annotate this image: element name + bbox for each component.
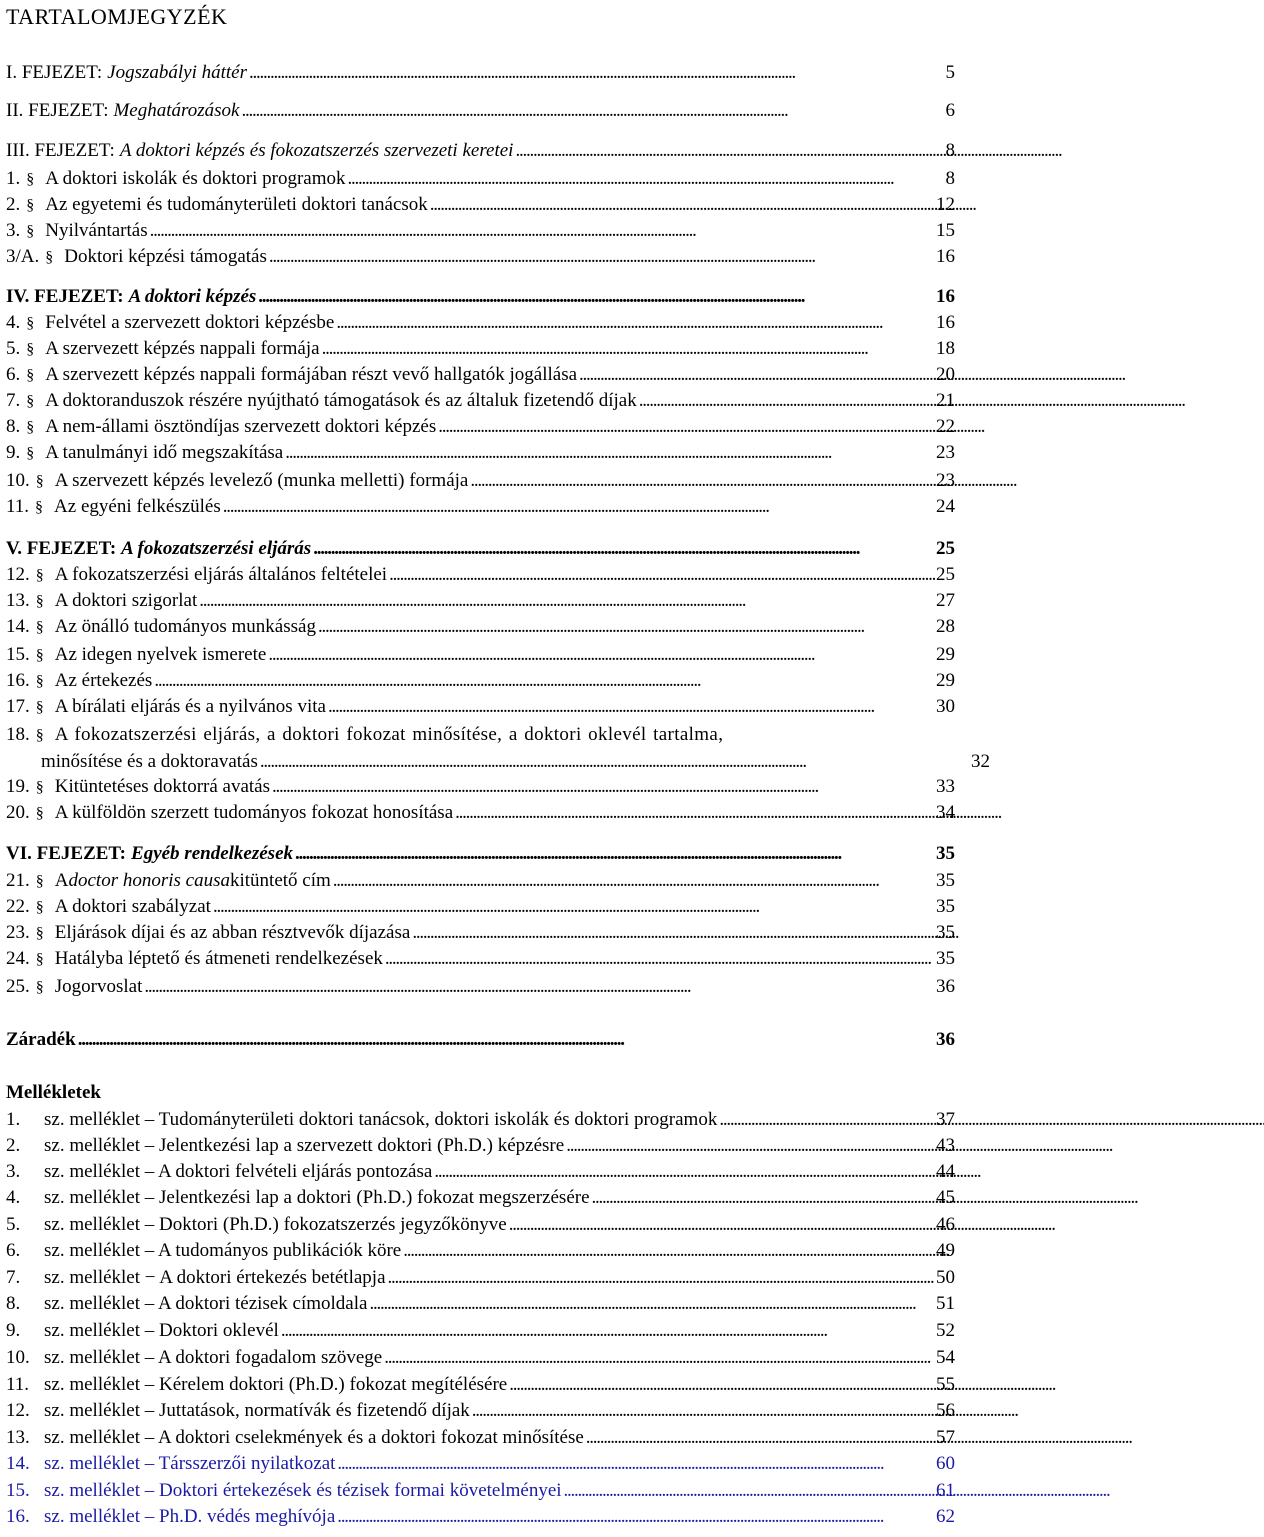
entry-text: Felvétel a szervezett doktori képzésbe <box>45 312 335 333</box>
toc-entry-section[interactable] <box>6 246 955 269</box>
dot-leader <box>318 616 934 638</box>
entry-text: Az idegen nyelvek ismerete <box>54 644 267 665</box>
entry-text: A szervezett képzés nappali formája <box>45 338 320 359</box>
annex-text: sz. melléklet – Jelentkezési lap a szervezett doktori (Ph.D.) képzésre <box>44 1135 565 1156</box>
toc-entry-section[interactable] <box>6 416 955 439</box>
annex-text: sz. melléklet – Kérelem doktori (Ph.D.) fokozat megítélésére <box>44 1374 508 1395</box>
entry-text: Az egyetemi és tudományterületi doktori tanácsok <box>45 194 428 215</box>
annex-text: sz. melléklet – Tudományterületi doktori tanácsok, doktori iskolák és doktori programok <box>44 1109 718 1130</box>
section-sign: § <box>35 805 44 822</box>
dot-leader <box>369 1293 934 1315</box>
entry-number: 1. <box>6 1109 21 1130</box>
annex-text: sz. melléklet – A doktori fogadalom szövege <box>44 1347 383 1368</box>
page-number: 30 <box>936 696 955 717</box>
page-number: 36 <box>936 1029 955 1050</box>
toc-entry-section[interactable] <box>6 644 955 667</box>
annex-item[interactable] <box>6 1347 955 1369</box>
dot-leader <box>313 538 934 560</box>
chapter-title: A fokozatszerzési eljárás <box>121 538 312 559</box>
section-sign: § <box>35 593 44 610</box>
page-number: 18 <box>936 338 955 359</box>
toc-entry-section[interactable] <box>6 616 955 639</box>
dot-leader <box>472 1400 934 1422</box>
page-number: 8 <box>945 140 955 161</box>
entry-text: Az értekezés <box>54 670 153 691</box>
annex-item[interactable] <box>6 1453 955 1475</box>
section-sign: § <box>35 619 44 636</box>
page-number: 16 <box>936 312 955 333</box>
chapter-label: I. FEJEZET: <box>6 62 103 83</box>
toc-entry-section[interactable] <box>6 564 955 587</box>
entry-text: A doktori iskolák és doktori programok <box>45 168 346 189</box>
entry-number: 21. <box>6 870 30 891</box>
annex-item[interactable] <box>6 1135 955 1157</box>
entry-number: 23. <box>6 922 30 943</box>
dot-leader <box>388 1267 934 1289</box>
entry-number: 12. <box>6 564 30 585</box>
dot-leader <box>348 168 944 190</box>
annex-text: sz. melléklet – A doktori cselekmények és a doktori fokozat minősítése <box>44 1427 584 1448</box>
annex-text: sz. melléklet – Doktori értekezések és tézisek formai követelményei <box>44 1480 562 1501</box>
entry-text: Doktori képzési támogatás <box>64 246 267 267</box>
page-number: 45 <box>936 1187 955 1208</box>
page-number: 29 <box>936 644 955 665</box>
entry-number: 25. <box>6 976 30 997</box>
chapter-label: II. FEJEZET: <box>6 100 109 121</box>
page-number: 50 <box>936 1267 955 1288</box>
annex-text: sz. melléklet – A doktori tézisek címoldala <box>44 1293 368 1314</box>
toc-entry-chapter[interactable] <box>6 140 955 162</box>
page-number: 43 <box>936 1135 955 1156</box>
chapter-label: V. FEJEZET: <box>6 538 117 559</box>
toc-entry-section[interactable] <box>6 470 955 493</box>
annex-item[interactable] <box>6 1400 955 1422</box>
annex-item[interactable] <box>6 1427 955 1449</box>
dot-leader <box>586 1427 934 1449</box>
dot-leader <box>470 470 934 492</box>
dot-leader <box>269 246 934 268</box>
section-sign: § <box>26 393 35 410</box>
toc-entry-section[interactable] <box>6 776 955 799</box>
page-number: 27 <box>936 590 955 611</box>
page-number: 52 <box>936 1320 955 1341</box>
section-sign: § <box>35 499 44 516</box>
entry-text: A doktori szigorlat <box>54 590 198 611</box>
toc-entry-chapter[interactable] <box>6 100 955 122</box>
entry-number: 8. <box>6 1293 21 1314</box>
annex-item[interactable] <box>6 1161 955 1183</box>
toc-entry-chapter[interactable] <box>6 286 955 308</box>
entry-number: 22. <box>6 896 30 917</box>
page-number: 8 <box>945 168 955 189</box>
entry-number: 12. <box>6 1400 30 1421</box>
dot-leader <box>564 1480 934 1502</box>
entry-number: 8. <box>6 416 21 437</box>
page-number: 37 <box>936 1109 955 1130</box>
annex-text: sz. melléklet – Ph.D. védés meghívója <box>44 1506 336 1527</box>
entry-text: kitüntető cím <box>229 870 331 891</box>
annex-item[interactable] <box>6 1480 955 1502</box>
page-number: 55 <box>936 1374 955 1395</box>
page-number: 29 <box>936 670 955 691</box>
page-number: 25 <box>936 564 955 585</box>
section-sign: § <box>35 951 44 968</box>
entry-text: Az önálló tudományos munkásság <box>54 616 316 637</box>
entry-number: 13. <box>6 590 30 611</box>
toc-entry-section[interactable] <box>6 364 955 387</box>
section-sign: § <box>35 567 44 584</box>
entry-number: 18. <box>6 724 30 745</box>
annex-item[interactable] <box>6 1320 955 1342</box>
section-sign: § <box>35 473 44 490</box>
entry-number: 11. <box>6 496 30 517</box>
entry-text: A nem-állami ösztöndíjas szervezett doktori képzés <box>45 416 437 437</box>
annex-item[interactable] <box>6 1374 955 1396</box>
entry-text: A külföldön szerzett tudományos fokozat honosítása <box>54 802 454 823</box>
entry-number: 16. <box>6 1506 30 1527</box>
page-number: 56 <box>936 1400 955 1421</box>
toc-entry-section[interactable] <box>6 168 955 191</box>
entry-number: 6. <box>6 364 21 385</box>
toc-entry-section[interactable] <box>6 802 955 825</box>
dot-leader <box>333 870 934 892</box>
chapter-title: Jogszabályi háttér <box>107 62 248 83</box>
page-number: 54 <box>936 1347 955 1368</box>
annex-item[interactable] <box>6 1240 955 1262</box>
dot-leader <box>509 1374 934 1396</box>
dot-leader <box>150 220 934 242</box>
dot-leader <box>144 976 934 998</box>
page-number: 35 <box>936 922 955 943</box>
page-number: 5 <box>945 62 955 83</box>
section-sign: § <box>26 315 35 332</box>
dot-leader <box>438 416 934 438</box>
dot-leader <box>579 364 934 386</box>
chapter-title: Egyéb rendelkezések <box>131 843 293 864</box>
chapter-title: A doktori képzés és fokozatszerzés szervezeti keretei <box>119 140 514 161</box>
entry-text-continued: minősítése és a doktoravatás <box>41 751 258 772</box>
page-number: 20 <box>936 364 955 385</box>
toc-entry-section[interactable] <box>6 696 955 719</box>
dot-leader <box>272 776 934 798</box>
toc-entry-section[interactable] <box>6 948 955 971</box>
toc-entry-section[interactable] <box>6 670 955 693</box>
page-number: 12 <box>936 194 955 215</box>
entry-number: 5. <box>6 338 21 359</box>
entry-number: 9. <box>6 442 21 463</box>
entry-number: 24. <box>6 948 30 969</box>
section-sign: § <box>26 445 35 462</box>
section-sign: § <box>35 979 44 996</box>
entry-number: 14. <box>6 1453 30 1474</box>
annex-item[interactable] <box>6 1506 955 1528</box>
annex-item[interactable] <box>6 1267 955 1289</box>
dot-leader <box>592 1187 934 1209</box>
section-sign: § <box>26 341 35 358</box>
page-number: 21 <box>936 390 955 411</box>
page-number: 16 <box>936 286 955 307</box>
entry-number: 4. <box>6 312 21 333</box>
page-number: 49 <box>936 1240 955 1261</box>
section-sign: § <box>35 899 44 916</box>
page-number: 25 <box>936 538 955 559</box>
dot-leader <box>337 1453 934 1475</box>
entry-text: Eljárások díjai és az abban résztvevők díjazása <box>54 922 411 943</box>
annex-text: sz. melléklet – Társszerzői nyilatkozat <box>44 1453 336 1474</box>
toc-entry-section[interactable] <box>6 312 955 335</box>
page-number: 51 <box>936 1293 955 1314</box>
dot-leader <box>639 390 934 412</box>
entry-number: 13. <box>6 1427 30 1448</box>
dot-leader <box>389 564 934 586</box>
dot-leader <box>223 496 934 518</box>
section-sign: § <box>26 197 35 214</box>
entry-number: 15. <box>6 644 30 665</box>
entry-text: A doktori szabályzat <box>54 896 211 917</box>
page-number: 57 <box>936 1427 955 1448</box>
entry-number: 20. <box>6 802 30 823</box>
page-number: 46 <box>936 1214 955 1235</box>
entry-text: Hatályba léptető és átmeneti rendelkezések <box>54 948 383 969</box>
toc-entry-section[interactable] <box>6 390 955 413</box>
entry-number: 3. <box>6 220 21 241</box>
entry-text: A fokozatszerzési eljárás, a doktori fokozat minősítése, a doktori oklevél tartalma, <box>54 724 724 745</box>
toc-entry-chapter[interactable] <box>6 62 955 84</box>
toc-entry-chapter[interactable] <box>6 843 955 865</box>
page-number: 34 <box>936 802 955 823</box>
page-number: 35 <box>936 870 955 891</box>
dot-leader <box>337 1506 934 1528</box>
entry-text: A fokozatszerzési eljárás általános feltételei <box>54 564 388 585</box>
page-number: 33 <box>936 776 955 797</box>
entry-number: 3. <box>6 1161 21 1182</box>
page-number: 22 <box>936 416 955 437</box>
page-number: 32 <box>971 751 990 772</box>
annex-text: sz. melléklet – Juttatások, normatívák és fizetendő díjak <box>44 1400 470 1421</box>
entry-text-italic: doctor honoris causa <box>68 870 230 891</box>
dot-leader <box>260 751 969 773</box>
dot-leader <box>719 1109 934 1131</box>
dot-leader <box>258 286 934 308</box>
page-number: 35 <box>936 843 955 864</box>
dot-leader <box>213 896 934 918</box>
toc-entry-section[interactable] <box>6 896 955 919</box>
entry-number: 5. <box>6 1214 21 1235</box>
section-sign: § <box>26 367 35 384</box>
page-title: TARTALOMJEGYZÉK <box>6 4 228 29</box>
toc-entry-section[interactable] <box>6 922 955 945</box>
dot-leader <box>434 1161 934 1183</box>
toc-entry-section[interactable] <box>6 220 955 243</box>
entry-number: 7. <box>6 1267 21 1288</box>
entry-text: A doktoranduszok részére nyújtható támogatások és az általuk fizetendő díjak <box>45 390 637 411</box>
toc-entry-section[interactable] <box>6 496 955 519</box>
entry-text: A szervezett képzés levelező (munka melletti) formája <box>54 470 469 491</box>
section-sign: § <box>35 779 44 796</box>
dot-leader <box>430 194 934 216</box>
entry-number: 10. <box>6 1347 30 1368</box>
entry-text: Kitüntetéses doktorrá avatás <box>54 776 271 797</box>
section-sign: § <box>35 673 44 690</box>
annex-text: sz. melléklet – Doktori (Ph.D.) fokozatszerzés jegyzőkönyve <box>44 1214 507 1235</box>
annex-text: sz. melléklet – A doktori felvételi eljárás pontozása <box>44 1161 433 1182</box>
toc-entry-closing[interactable] <box>6 1029 955 1051</box>
page-number: 35 <box>936 896 955 917</box>
chapter-title: A doktori képzés <box>128 286 257 307</box>
toc-entry-section[interactable] <box>6 976 955 999</box>
dot-leader <box>268 644 934 666</box>
chapter-label: III. FEJEZET: <box>6 140 115 161</box>
entry-number: 4. <box>6 1187 21 1208</box>
dot-leader <box>385 948 934 970</box>
section-sign: § <box>26 171 35 188</box>
entry-number: 9. <box>6 1320 21 1341</box>
section-sign: § <box>26 223 35 240</box>
annex-item[interactable] <box>6 1293 955 1315</box>
dot-leader <box>384 1347 934 1369</box>
section-sign: § <box>45 249 54 266</box>
dot-leader <box>241 100 943 122</box>
dot-leader <box>336 312 934 334</box>
section-sign: § <box>35 873 44 890</box>
entry-text: Az egyéni felkészülés <box>54 496 221 517</box>
entry-number: 15. <box>6 1480 30 1501</box>
annex-text: sz. melléklet – A tudományos publikációk köre <box>44 1240 402 1261</box>
dot-leader <box>509 1214 934 1236</box>
entry-number: 2. <box>6 1135 21 1156</box>
entry-number: 14. <box>6 616 30 637</box>
dot-leader <box>249 62 943 84</box>
dot-leader <box>199 590 934 612</box>
chapter-title: Meghatározások <box>113 100 240 121</box>
entry-number: 11. <box>6 1374 30 1395</box>
entry-number: 19. <box>6 776 30 797</box>
dot-leader <box>515 140 943 162</box>
entry-number: 16. <box>6 670 30 691</box>
annex-item[interactable] <box>6 1214 955 1236</box>
dot-leader <box>328 696 934 718</box>
section-sign: § <box>35 727 44 744</box>
dot-leader <box>412 922 934 944</box>
dot-leader <box>403 1240 934 1262</box>
entry-number: 17. <box>6 696 30 717</box>
page-number: 6 <box>945 100 955 121</box>
dot-leader <box>78 1029 934 1051</box>
entry-text: Nyilvántartás <box>45 220 148 241</box>
entry-number: 10. <box>6 470 30 491</box>
page-number: 60 <box>936 1453 955 1474</box>
page-number: 16 <box>936 246 955 267</box>
toc-entry-section[interactable] <box>6 442 955 465</box>
page-number: 35 <box>936 948 955 969</box>
annex-heading: Mellékletek <box>6 1082 101 1103</box>
entry-number: 3/A. <box>6 246 40 267</box>
entry-number: 7. <box>6 390 21 411</box>
dot-leader <box>455 802 934 824</box>
page-number: 62 <box>936 1506 955 1527</box>
annex-item[interactable] <box>6 1187 955 1209</box>
page-number: 28 <box>936 616 955 637</box>
page-number: 61 <box>936 1480 955 1501</box>
annex-text: sz. melléklet – Jelentkezési lap a doktori (Ph.D.) fokozat megszerzésére <box>44 1187 590 1208</box>
annex-item[interactable] <box>6 1109 955 1131</box>
dot-leader <box>154 670 934 692</box>
dot-leader <box>281 1320 934 1342</box>
chapter-label: VI. FEJEZET: <box>6 843 127 864</box>
section-sign: § <box>35 699 44 716</box>
annex-text: sz. melléklet − A doktori értekezés betétlapja <box>44 1267 386 1288</box>
dot-leader <box>285 442 934 464</box>
toc-entry-section[interactable] <box>6 870 955 893</box>
page-number: 44 <box>936 1161 955 1182</box>
section-sign: § <box>35 925 44 942</box>
entry-text: A bírálati eljárás és a nyilvános vita <box>54 696 326 717</box>
entry-text: A tanulmányi idő megszakítása <box>45 442 284 463</box>
toc-entry-section[interactable] <box>6 724 990 773</box>
annex-text: sz. melléklet – Doktori oklevél <box>44 1320 279 1341</box>
entry-text: A <box>54 870 69 891</box>
page-number: 23 <box>936 470 955 491</box>
entry-number: 6. <box>6 1240 21 1261</box>
section-sign: § <box>35 647 44 664</box>
entry-text: Jogorvoslat <box>54 976 143 997</box>
toc-entry-chapter[interactable] <box>6 538 955 560</box>
dot-leader <box>295 843 934 865</box>
dot-leader <box>322 338 934 360</box>
page-number: 23 <box>936 442 955 463</box>
toc-entry-section[interactable] <box>6 338 955 361</box>
entry-number: 2. <box>6 194 21 215</box>
entry-number: 1. <box>6 168 21 189</box>
chapter-label: IV. FEJEZET: <box>6 286 124 307</box>
page-number: 24 <box>936 496 955 517</box>
toc-entry-section[interactable] <box>6 590 955 613</box>
closing-label: Záradék <box>6 1029 76 1050</box>
toc-entry-section[interactable] <box>6 194 955 217</box>
section-sign: § <box>26 419 35 436</box>
page-number: 36 <box>936 976 955 997</box>
page-number: 15 <box>936 220 955 241</box>
dot-leader <box>566 1135 934 1157</box>
entry-text: A szervezett képzés nappali formájában részt vevő hallgatók jogállása <box>45 364 578 385</box>
